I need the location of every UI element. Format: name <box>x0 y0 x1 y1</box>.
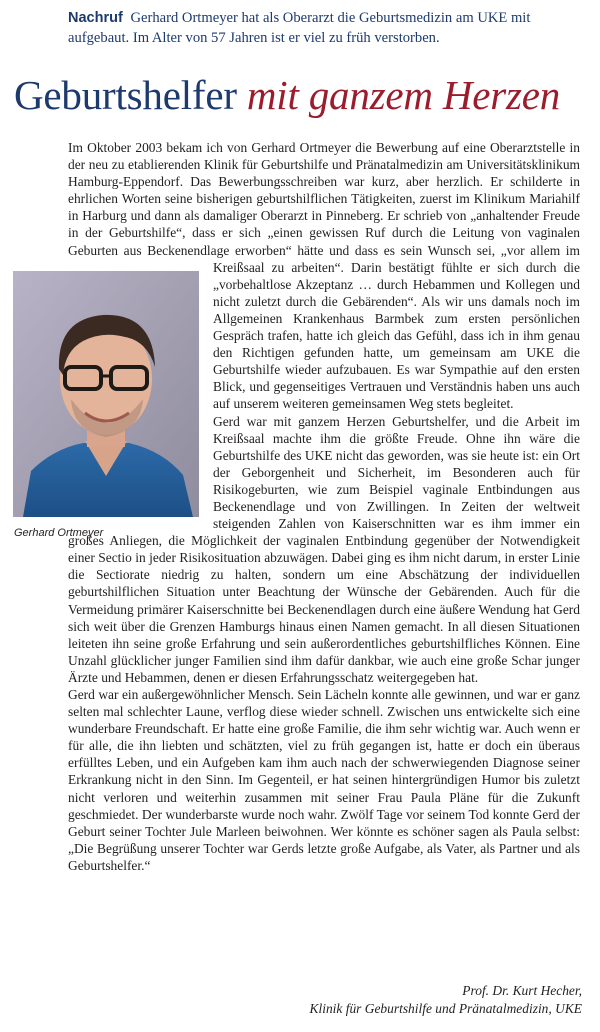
author-name: Prof. Dr. Kurt Hecher, <box>462 983 582 998</box>
headline-accent: mit ganzem Herzen <box>246 72 561 118</box>
photo-caption: Gerhard Ortmeyer <box>14 527 104 539</box>
portrait-photo <box>13 271 199 517</box>
article-body <box>68 139 580 874</box>
paragraph-2: Gerd war mit ganzem Herzen Geburtshelfer, und die Arbeit im Kreißsaal machte ihm die größte Freude. Ohne ihn wäre die Geburtshilfe des UKE nicht das geworden, was sie heute ist: ein Ort der Geborgenheit und Sicherheit, im Besonderen auch für Risikogeburten, wie zum Beispiel vaginale Entbindungen aus Beckenendlage und von Zwillingen. In Zeiten der weltweit steigenden Zahlen von Kaiserschnitten war es ihm immer ein großes Anliegen, die Möglichkeit der vaginalen Entbindung gegenüber der Notwendigkeit einer Sectio in jeder Risikosituation abzuwägen. Dabei ging es ihm nicht darum, in erster Linie die Sectiorate niedrig zu halten, sondern um eine Abschätzung der individuellen geburtshilflichen Situation unter Beachtung der Wünsche der Gebärenden. Auch für die Vermeidung primärer Kaiserschnitte bei Beckenendlagen durch eine äußere Wendung hat Gerd sich weit über die Grenzen Hamburgs hinaus einen Namen gemacht. In all diesen Situationen leiteten ihn seine große Erfahrung und sein außerordentliches geburtshilfliches Können. Eine Unzahl glücklicher junger Familien sind ihm dafür dankbar, wie auch eine große Schar junger Ärzte und Hebammen, denen er diesen Erfahrungsschatz weitergegeben hat. <box>68 413 580 685</box>
paragraph-1: Im Oktober 2003 bekam ich von Gerhard Ortmeyer die Bewerbung auf eine Oberarztstelle in der neu zu etablierenden Klinik für Geburtshilfe und Pränatalmedizin am Universitätsklinikum Hamburg-Eppendorf. Das Bewerbungsschreiben war kurz, aber herzlich. Er schilderte in ehrlichen Worten seine bisherigen geburtshilflichen Tätigkeiten, zuerst im Klinikum Mariahilf in Harburg und dann als damaliger Oberarzt in Pinneberg. Er schrieb von „anhaltender Freude in der Geburtshilfe“, dass er sich „einen gewissen Ruf durch die Leitung von vaginalen Geburten aus Beckenendlage erworben“ hätte und dass es sein Wunsch sei, „vor allem im Kreißsaal zu arbeiten“. Darin bestätigt fühlte er sich durch die „vorbehaltlose Akzeptanz … durch Hebammen und Kollegen und nicht zuletzt durch die Gebärenden“. Als wir uns damals noch im Allgemeinen Krankenhaus Barmbek zum ersten persönlichen Gespräch trafen, hatte ich gleich das Gefühl, dass ich in ihm genau den Richtigen gefunden hatte, um gemeinsam am UKE die Geburtshilfe wieder aufzubauen. Es war Sympathie auf den ersten Blick, und gegenseitiges Vertrauen und Verständnis haben uns auch auf unserem weiteren gemeinsamen Weg stets begleitet. <box>68 140 580 412</box>
headline-main: Geburtshelfer <box>14 72 237 118</box>
portrait-image <box>13 271 199 517</box>
article-headline <box>14 70 594 120</box>
kicker-label: Nachruf <box>68 10 123 26</box>
author-affiliation: Klinik für Geburtshilfe und Pränatalmedizin, UKE <box>309 1001 582 1016</box>
intro-text: Gerhard Ortmeyer hat als Oberarzt die Geburtsmedizin am UKE mit aufgebaut. Im Alter von 57 Jahren ist er viel zu früh verstorben. <box>68 10 531 46</box>
author-signoff <box>310 982 582 1018</box>
intro-teaser <box>68 8 580 48</box>
paragraph-3: Gerd war ein außergewöhnlicher Mensch. Sein Lächeln konnte alle gewinnen, und war er ganz selten mal schlechter Laune, verflog diese wieder schnell. Zwischen uns entwickelte sich eine wunderbare Freundschaft. Er hatte eine große Familie, die ihm sehr wichtig war. Auch wenn er für alle, die ihn liebten und schätzten, viel zu früh gegangen ist, hatte er doch ein überaus erfülltes Leben, und ein Aufgeben kam ihm auch nach der schwerwiegenden Diagnose seiner Erkrankung nicht in den Sinn. Im Gegenteil, er hat seinen hintergründigen Humor bis zuletzt nicht verloren und weiterhin zusammen mit seiner Frau Paula Pläne für die Zukunft geschmiedet. Der wunderbarste wurde noch wahr. Zwölf Tage vor seinem Tod konnte Gerd der Geburt seiner Tochter Jule Marleen beiwohnen. Wer könnte es schöner sagen als Paula selbst: „Die Begrüßung unserer Tochter war Gerds letzte große Aufgabe, als Vater, als Partner und als Geburtshelfer.“ <box>68 687 580 873</box>
